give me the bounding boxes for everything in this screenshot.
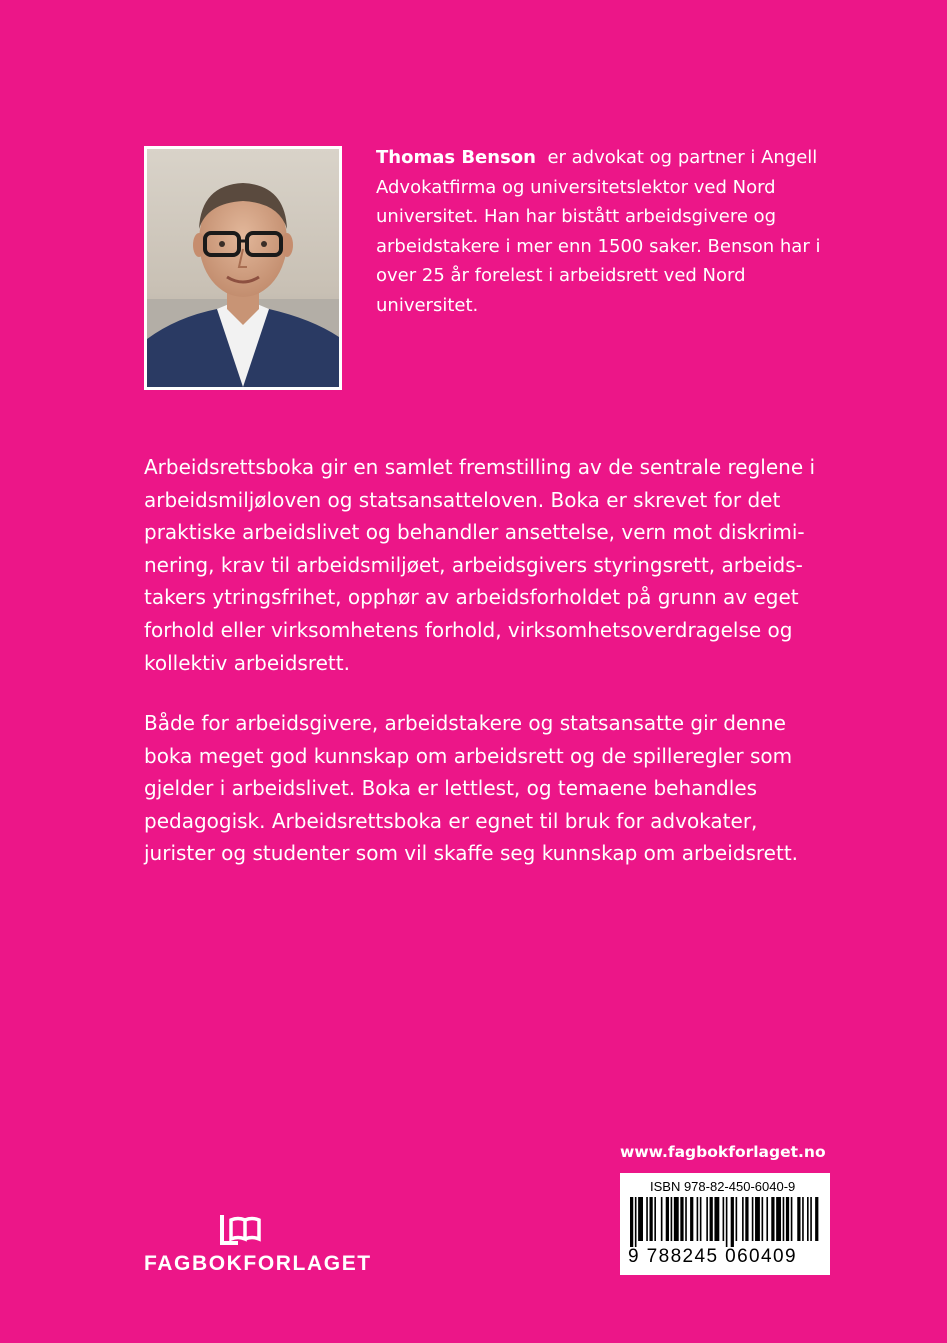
barcode-bar <box>680 1197 683 1241</box>
author-photo <box>144 146 342 390</box>
barcode-bar <box>690 1197 693 1241</box>
barcode-bar <box>786 1197 789 1241</box>
barcode-bar <box>723 1197 725 1241</box>
barcode-bar <box>731 1197 734 1247</box>
barcode-bar <box>671 1197 673 1241</box>
book-logo-icon <box>218 1212 262 1246</box>
barcode-bar <box>714 1197 719 1241</box>
barcode-bar <box>674 1197 679 1241</box>
author-name: Thomas Benson <box>376 147 536 168</box>
barcode-bar <box>666 1197 669 1241</box>
isbn-label: ISBN 978-82-450-6040-9 <box>650 1179 796 1194</box>
author-portrait-image <box>147 149 339 387</box>
barcode-bar <box>766 1197 768 1241</box>
barcode-bar <box>797 1197 800 1241</box>
barcode-bar <box>649 1197 652 1241</box>
publisher-website[interactable]: www.fagbokforlaget.no <box>620 1143 826 1161</box>
barcode-bar <box>646 1197 648 1241</box>
author-bio <box>376 143 826 320</box>
barcode-digits: 9 788245 060409 <box>628 1246 797 1267</box>
barcode-bar <box>726 1197 728 1247</box>
barcode-bar <box>700 1197 702 1241</box>
barcode-bar <box>755 1197 760 1241</box>
barcode-bar <box>685 1197 687 1241</box>
blurb-paragraph-2: Både for arbeidsgivere, arbeidstakere og statsansatte gir denne boka meget god kunnskap om arbeidsrett og de spilleregler som gjelder i arbeidslivet. Boka er lettlest, og temaene behandles pedagogisk. Arbeidsrettsboka er egnet til bruk for advokater, jurister og studenter som vil skaffe seg kunnskap om arbeidsrett. <box>144 711 799 866</box>
barcode-bar <box>706 1197 708 1241</box>
barcode-bar <box>630 1197 633 1247</box>
isbn-barcode <box>620 1173 830 1275</box>
barcode-bar <box>810 1197 812 1241</box>
barcode-bar <box>783 1197 785 1241</box>
barcode-bar <box>762 1197 764 1241</box>
barcode-bar <box>736 1197 738 1241</box>
barcode-bar <box>742 1197 744 1241</box>
blurb-paragraph-1: Arbeidsrettsboka gir en samlet fremstilling av de sentrale reglene i arbeidsmiljøloven og statsansatteloven. Boka er skrevet for det praktiske arbeidslivet og behandler ansettelse, vern mot diskriminering, krav til arbeidsmiljøet, arbeidsgivers styringsrett, arbeidstakers ytringsfrihet, opphør av arbeidsforholdet på grunn av eget forhold eller virksomhetens forhold, virksomhetsoverdragelse og kollektiv arbeidsrett. <box>144 455 816 675</box>
barcode-bar <box>791 1197 793 1241</box>
barcode-bar <box>697 1197 699 1241</box>
barcode-bar <box>635 1197 637 1247</box>
barcode-bar <box>771 1197 774 1241</box>
barcode-bar <box>638 1197 643 1241</box>
barcode-bar <box>807 1197 809 1241</box>
barcode-bar <box>802 1197 804 1241</box>
barcode-bars <box>628 1197 822 1247</box>
barcode-bar <box>815 1197 818 1241</box>
barcode-bar <box>661 1197 663 1241</box>
author-bio-text: er advokat og partner i Angell Advokatfirma og universitetslektor ved Nord universitet. Han har bistått arbeidsgivere og arbeidstakere i mer enn 1500 saker. Benson har i over 25 år forelest i arbeidsrett ved Nord universitet. <box>376 147 821 316</box>
barcode-bar <box>654 1197 656 1241</box>
barcode-bar <box>710 1197 713 1241</box>
barcode-bar <box>752 1197 754 1241</box>
barcode-bar <box>745 1197 748 1241</box>
publisher-name: FAGBOKFORLAGET <box>144 1252 372 1275</box>
barcode-bar <box>776 1197 781 1241</box>
